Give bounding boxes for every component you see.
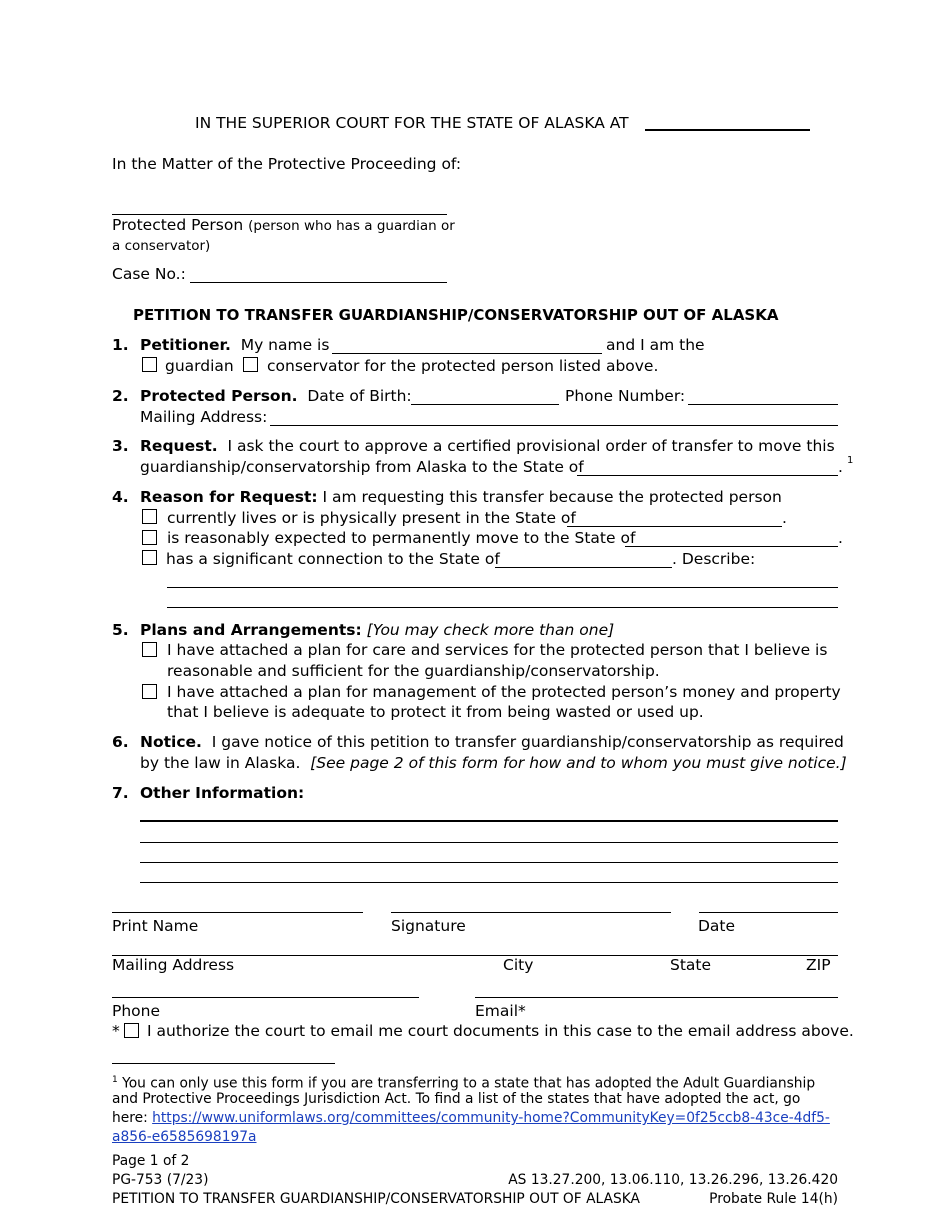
item-4-line: Reason for Request: I am requesting this transfer because the protected person [140,488,782,506]
court-heading: IN THE SUPERIOR COURT FOR THE STATE OF ALASKA AT [195,114,629,132]
other-info-line-1[interactable] [140,820,838,822]
item-number: 2. [112,387,129,405]
moving-state-field[interactable] [625,546,838,547]
guardian-label: guardian [165,357,234,375]
footnote-line-3: here: https://www.uniformlaws.org/committees/community-home?CommunityKey=0f25ccb8-43ce-4df5- [112,1110,830,1126]
other-info-line-4[interactable] [140,882,838,883]
state-label: State [670,956,712,974]
item-number: 3. [112,437,129,455]
describe-field-line-2[interactable] [167,607,838,608]
period: . [782,509,787,527]
protected-person-note: a conservator) [112,238,211,254]
item-3-line-1: Request. I ask the court to approve a certified provisional order of transfer to move this [140,437,835,455]
item-6-line-2: by the law in Alaska. [See page 2 of this form for how and to whom you must give notice.] [140,754,847,772]
date-field[interactable] [699,912,838,913]
money-plan-line-2: that I believe is adequate to protect it from being wasted or used up. [167,703,704,721]
phone-field[interactable] [688,404,838,405]
moving-to-state-checkbox[interactable] [142,530,157,545]
case-no-label: Case No.: [112,265,186,283]
item-1-text: and I am the [606,336,705,354]
probate-rule: Probate Rule 14(h) [709,1191,838,1207]
moving-to-state-label: is reasonably expected to permanently move to the State of [167,529,636,547]
footnote-line-2: and Protective Proceedings Jurisdiction Act. To find a list of the states that have adopted the act, go [112,1091,801,1107]
mailing-label: Mailing Address [112,956,235,974]
period: . [838,529,843,547]
email-field[interactable] [475,997,838,998]
item-number: 5. [112,621,129,639]
statutes: AS 13.27.200, 13.06.110, 13.26.296, 13.26.420 [508,1172,838,1188]
money-plan-checkbox[interactable] [142,684,157,699]
mailing-address-label: Mailing Address: [140,408,268,426]
footer-title: PETITION TO TRANSFER GUARDIANSHIP/CONSERVATORSHIP OUT OF ALASKA [112,1191,640,1207]
other-info-line-2[interactable] [140,842,838,843]
conservator-label: conservator for the protected person listed above. [267,357,659,375]
page-number: Page 1 of 2 [112,1153,190,1169]
lives-in-state-label: currently lives or is physically present in the State of [167,509,576,527]
print-name-field[interactable] [112,912,363,913]
city-label: City [503,956,534,974]
item-number: 6. [112,733,129,751]
period: . [838,458,843,476]
petitioner-name-field[interactable] [332,353,602,354]
footnote-line-4 [112,1127,257,1147]
lives-in-state-checkbox[interactable] [142,509,157,524]
item-3-line-2: guardianship/conservatorship from Alaska to the State of [140,458,584,476]
item-7-head: Other Information: [140,784,305,802]
item-2-line: Protected Person. Date of Birth: [140,387,412,405]
dob-field[interactable] [411,404,559,405]
protected-person-label: Protected Person (person who has a guardian or [112,216,455,234]
mailing-address-field[interactable] [270,425,838,426]
conservator-checkbox[interactable] [243,357,258,372]
zip-label: ZIP [806,956,831,974]
phone-sign-label: Phone [112,1002,161,1020]
signature-label: Signature [391,917,466,935]
uniform-laws-link-cont[interactable]: a856-e6585698197a [112,1129,257,1145]
phone-sign-field[interactable] [112,997,419,998]
care-plan-line-1: I have attached a plan for care and services for the protected person that I believe is [167,641,828,659]
request-state-field[interactable] [577,475,838,476]
guardian-checkbox[interactable] [142,357,157,372]
phone-label: Phone Number: [565,387,686,405]
court-location-field[interactable] [645,129,810,131]
footnote-separator [112,1063,335,1064]
item-number: 1. [112,336,129,354]
footnote-line-1: $^1$ You can only use this form if you are transferring to a state that has adopted the Adult Guardianship [112,1075,816,1092]
connection-label: has a significant connection to the State of [166,550,500,568]
email-label: Email* [475,1002,526,1020]
item-6-line-1: Notice. I gave notice of this petition to transfer guardianship/conservatorship as required [140,733,844,751]
connection-state-field[interactable] [495,567,672,568]
lives-state-field[interactable] [567,526,782,527]
date-label: Date [698,917,736,935]
money-plan-line-1: I have attached a plan for management of the protected person’s money and property [167,683,841,701]
describe-field-line-1[interactable] [167,587,838,588]
signature-field[interactable] [391,912,671,913]
connection-checkbox[interactable] [142,550,157,565]
form-title: PETITION TO TRANSFER GUARDIANSHIP/CONSERVATORSHIP OUT OF ALASKA [133,306,779,324]
item-5-line: Plans and Arrangements: [You may check more than one] [140,621,615,639]
email-authorize-checkbox[interactable] [124,1023,139,1038]
uniform-laws-link[interactable]: https://www.uniformlaws.org/committees/community-home?CommunityKey=0f25ccb8-43ce-4df5- [152,1110,830,1126]
form-number: PG-753 (7/23) [112,1172,209,1188]
care-plan-line-2: reasonable and sufficient for the guardianship/conservatorship. [167,662,660,680]
matter-heading: In the Matter of the Protective Proceeding of: [112,155,462,173]
other-info-line-3[interactable] [140,862,838,863]
email-authorize-label: I authorize the court to email me court documents in this case to the email address above. [147,1022,854,1040]
footnote-ref: 1 [847,455,854,466]
case-no-field[interactable] [190,282,447,283]
item-1-line: Petitioner. My name is [140,336,330,354]
care-plan-checkbox[interactable] [142,642,157,657]
asterisk: * [112,1022,120,1040]
item-number: 7. [112,784,129,802]
print-name-label: Print Name [112,917,199,935]
describe-label: . Describe: [672,550,756,568]
item-number: 4. [112,488,129,506]
